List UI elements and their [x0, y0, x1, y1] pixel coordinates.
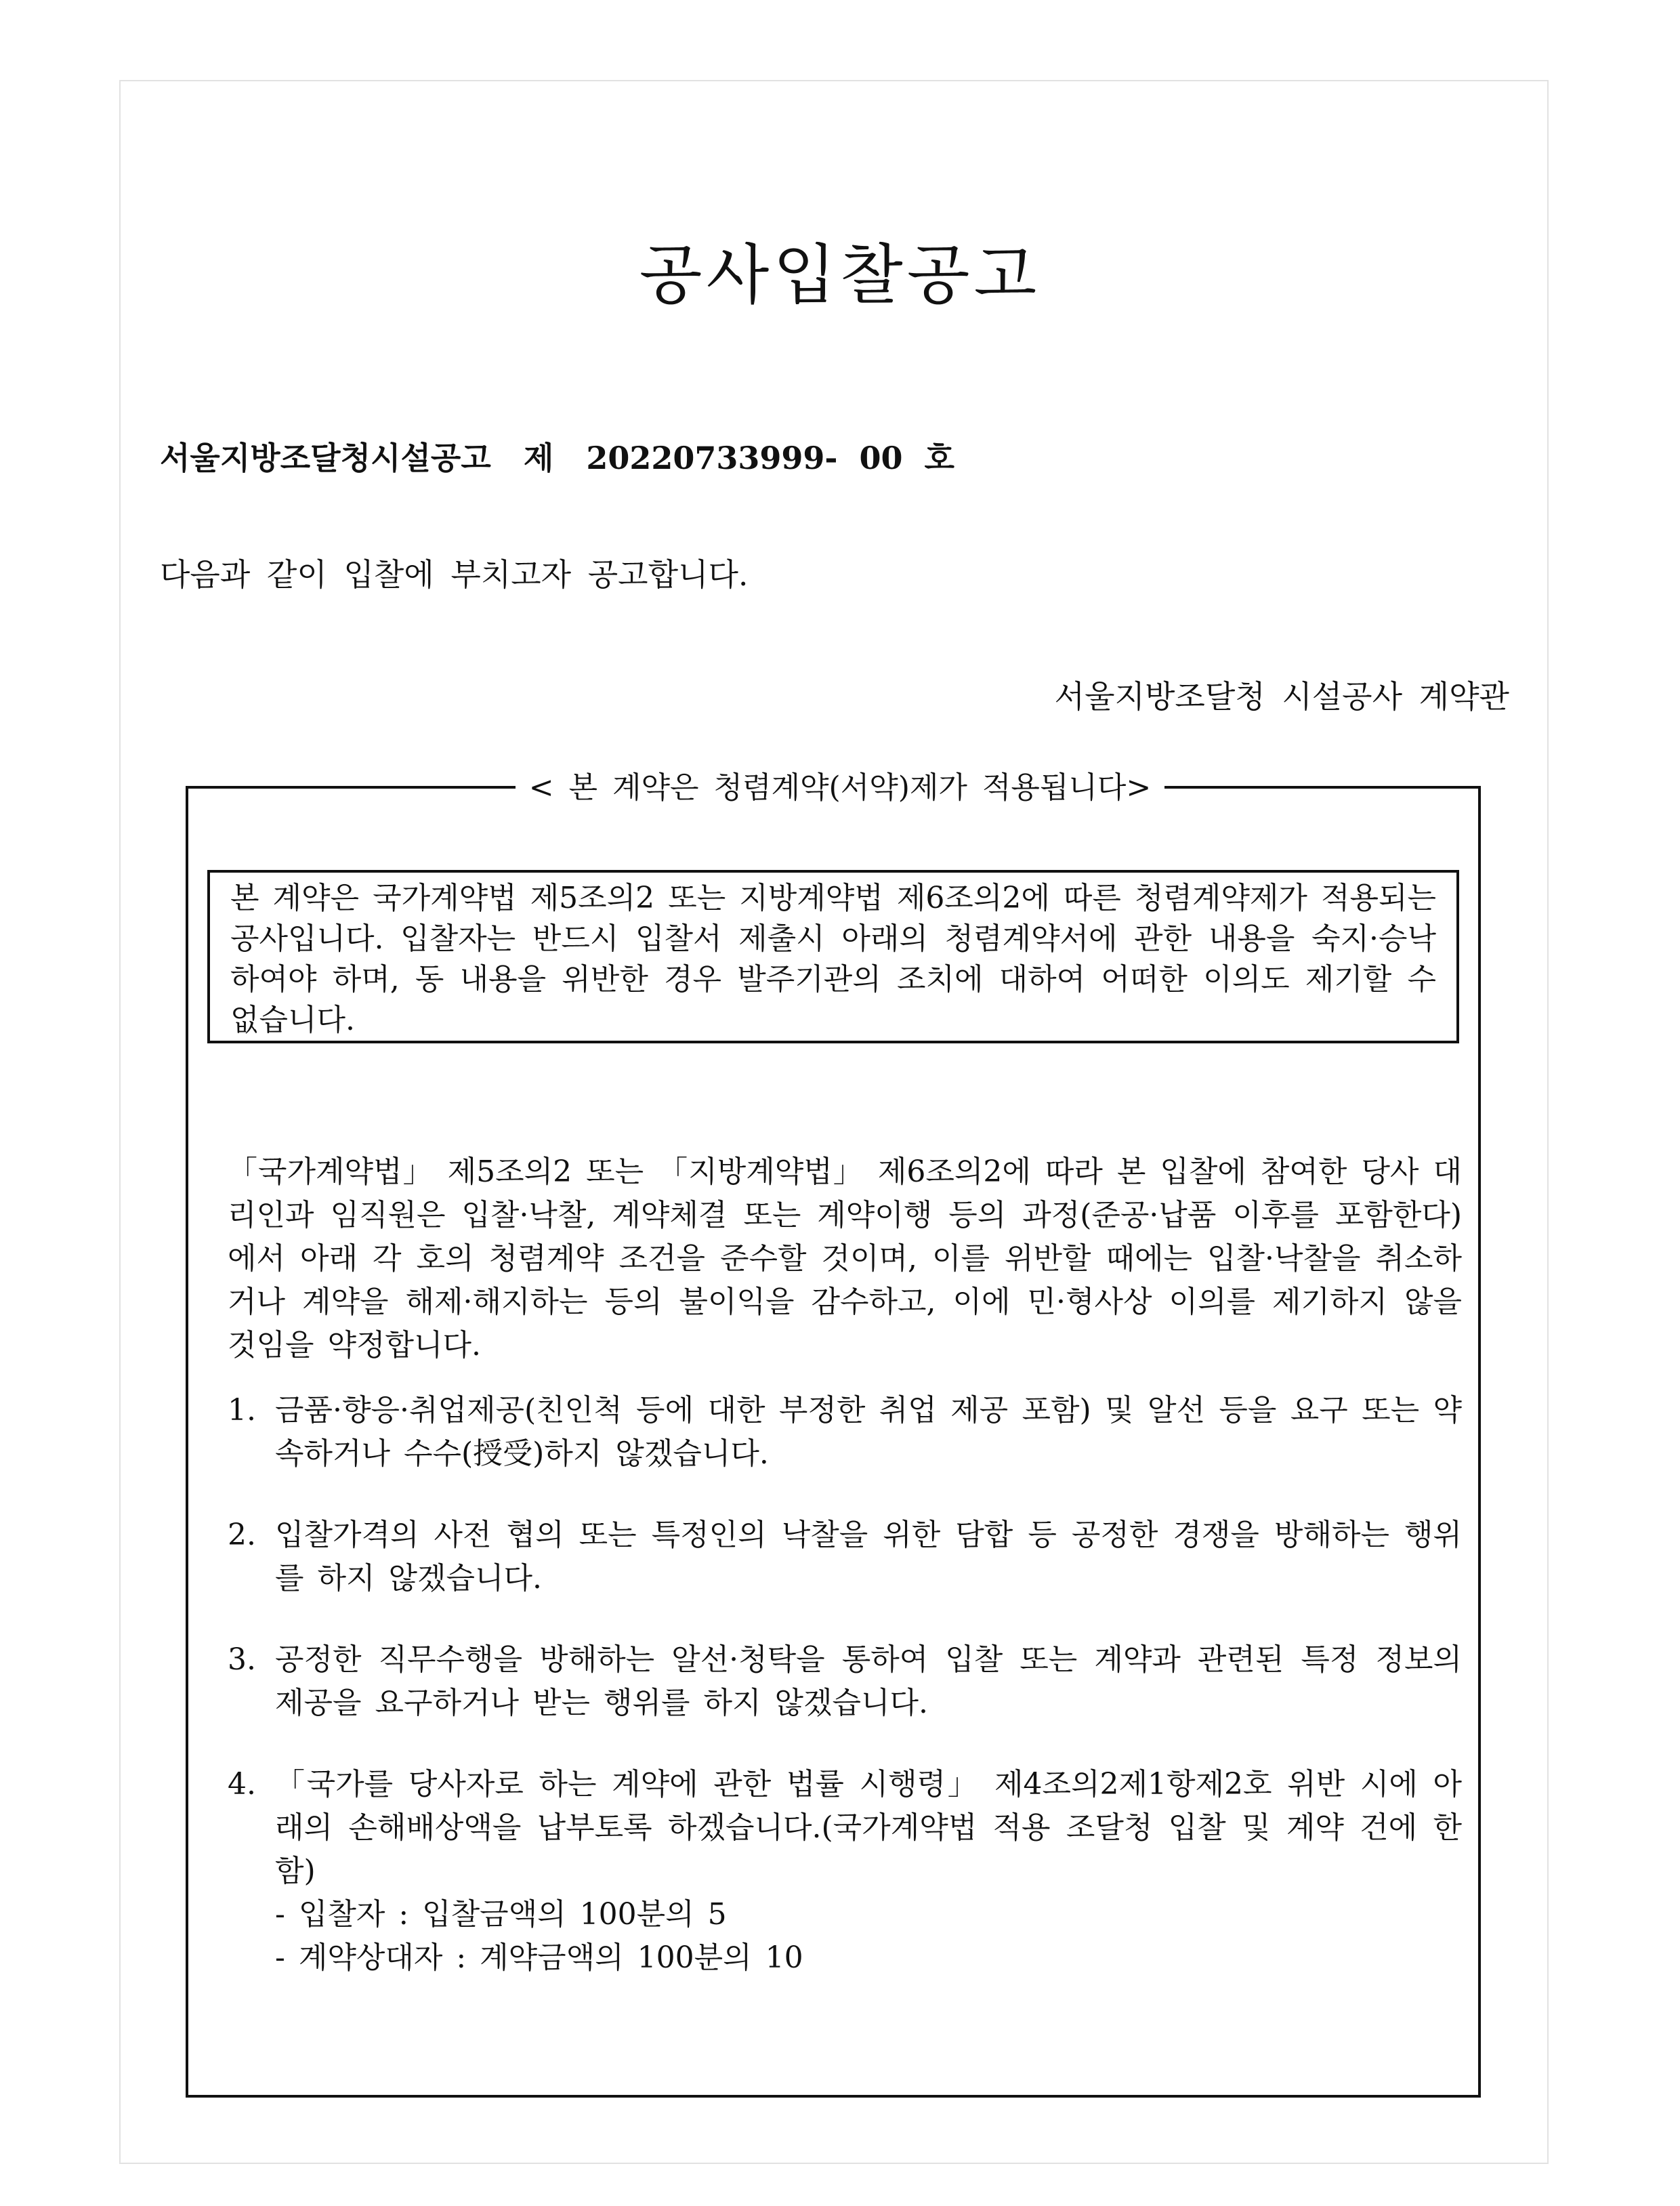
item-text — [275, 1763, 1462, 1980]
integrity-notice-box: 본 계약은 국가계약법 제5조의2 또는 지방계약법 제6조의2에 따른 청렴계약제가 적용되는 공사입니다. 입찰자는 반드시 입찰서 제출시 아래의 청렴계약서에 관한 내용을 숙지·승낙하여야 하며, 동 내용을 위반한 경우 발주기관의 조치에 대하여 어떠한 이의도 제기할 수 없습니다. — [207, 870, 1459, 1043]
item-text: 금품·향응·취업제공(친인척 등에 대한 부정한 취업 제공 포함) 및 알선 등을 요구 또는 약속하거나 수수(授受)하지 않겠습니다. — [275, 1393, 1462, 1471]
issuer: 서울지방조달청 시설공사 계약관 — [1054, 678, 1509, 715]
item-number: 3. — [228, 1642, 256, 1677]
item-main-text: 「국가를 당사자로 하는 계약에 관한 법률 시행령」 제4조의2제1항제2호 위반 시에 아래의 손해배상액을 납부토록 하겠습니다.(국가계약법 적용 조달청 입찰 및 계약 건에 한함) — [275, 1767, 1462, 1888]
intro-text: 다음과 같이 입찰에 부치고자 공고합니다. — [160, 556, 749, 593]
pledge-item-4 — [228, 1763, 1462, 1980]
damages-contractor: - 계약상대자 : 계약금액의 100분의 10 — [275, 1940, 803, 1975]
item-number: 1. — [228, 1393, 256, 1428]
item-text: 공정한 직무수행을 방해하는 알선·청탁을 통하여 입찰 또는 계약과 관련된 특정 정보의 제공을 요구하거나 받는 행위를 하지 않겠습니다. — [275, 1642, 1462, 1720]
pledge-item-1 — [228, 1389, 1462, 1476]
item-text: 입찰가격의 사전 협의 또는 특정인의 낙찰을 위한 담합 등 공정한 경쟁을 방해하는 행위를 하지 않겠습니다. — [275, 1518, 1462, 1596]
pledge-paragraph: 「국가계약법」 제5조의2 또는 「지방계약법」 제6조의2에 따라 본 입찰에 참여한 당사 대리인과 임직원은 입찰·낙찰, 계약체결 또는 계약이행 등의 과정(준공·납품 이후를 포함한다)에서 아래 각 호의 청렴계약 조건을 준수할 것이며, 이를 위반할 때에는 입찰·낙찰을 취소하거나 계약을 해제·해지하는 등의 불이익을 감수하고, 이에 민·형사상 이의를 제기하지 않을 것임을 약정합니다. — [228, 1154, 1462, 1362]
damages-bidder: - 입찰자 : 입찰금액의 100분의 5 — [275, 1897, 727, 1932]
pledge-item-3 — [228, 1638, 1462, 1725]
item-number: 2. — [228, 1518, 256, 1552]
integrity-heading — [0, 763, 1680, 806]
notice-number: 서울지방조달청시설공고 제 20220733999- 00 호 — [160, 440, 954, 476]
document-title: 공사입찰공고 — [639, 237, 1041, 313]
integrity-heading-text: < 본 계약은 청렴계약(서약)제가 적용됩니다> — [516, 770, 1165, 805]
pledge-item-2 — [228, 1514, 1462, 1600]
item-number: 4. — [228, 1767, 256, 1802]
